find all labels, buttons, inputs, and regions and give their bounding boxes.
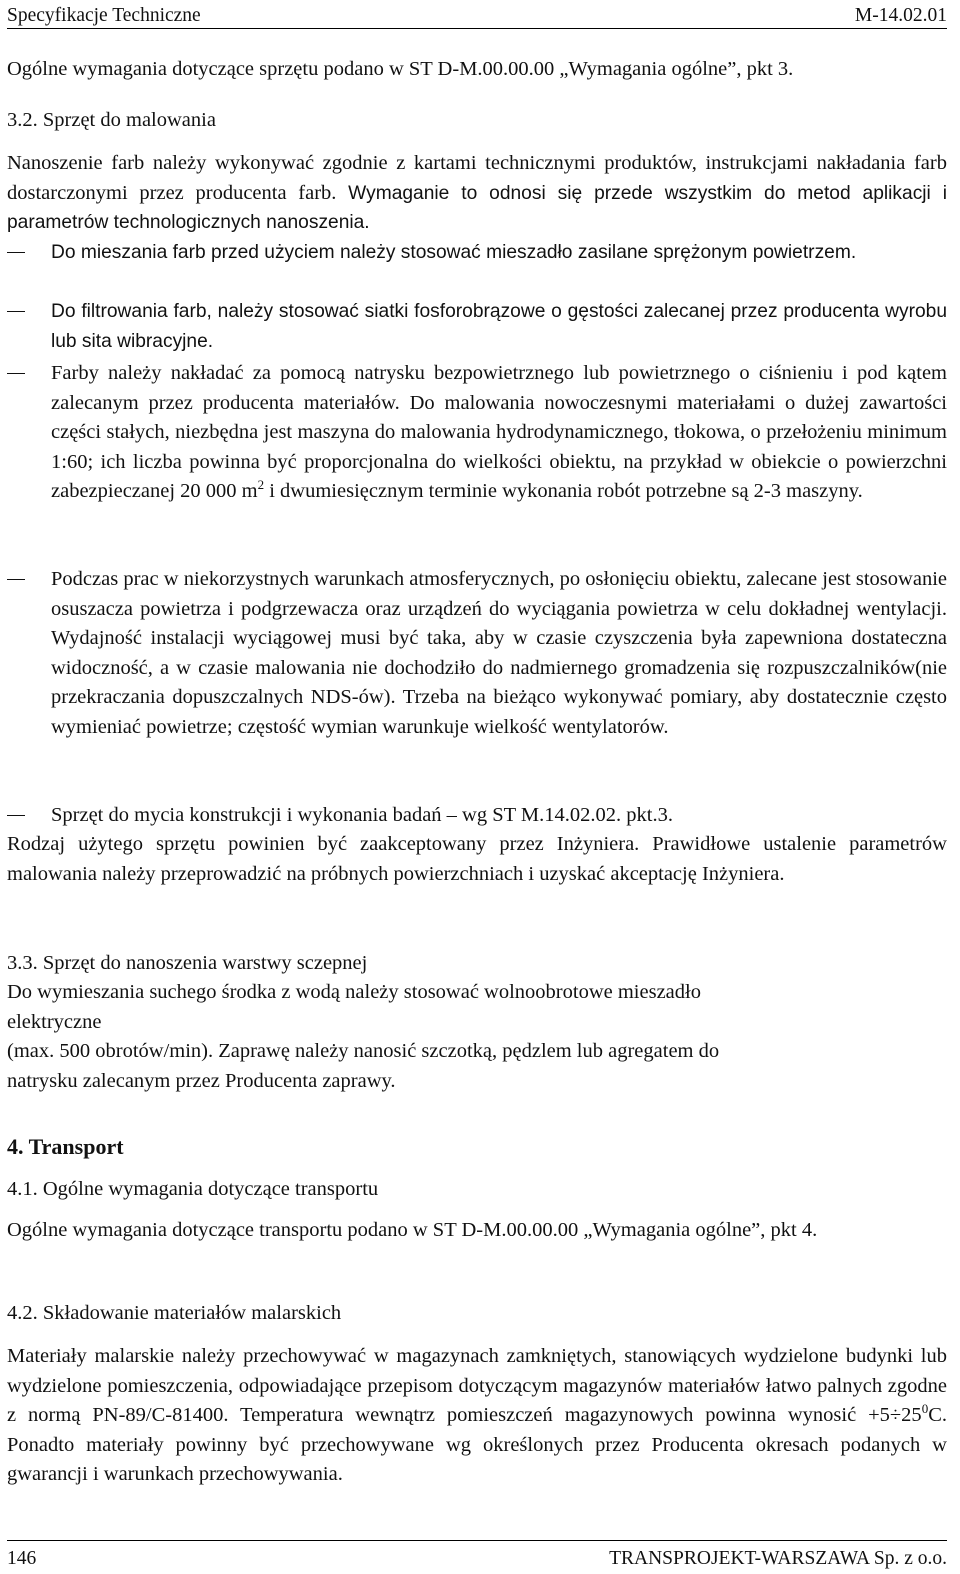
paragraph-3-2 — [7, 149, 947, 238]
paragraph-equipment-approval: Rodzaj użytego sprzętu powinien być zaakceptowany przez Inżyniera. Prawidłowe ustalenie parametrów malowania należy przeprowadzić na próbnych powierzchniach i uzyskać akceptację Inżyniera. — [7, 833, 947, 885]
bullet-filtering — [7, 297, 947, 356]
page-footer — [7, 1540, 947, 1569]
bullet-spraying-part-c: i dwumiesięcznym terminie wykonania robót potrzebne są 2-3 maszyny. — [264, 480, 863, 502]
bullet-weather-ventilation-text: Podczas prac w niekorzystnych warunkach atmosferycznych, po osłonięciu obiektu, zalecane jest stosowanie osuszacza powietrza i podgrzewacza oraz urządzeń do wyciągania powietrza w celu dokładnej wentylacji. Wydajność instalacji wyciągowej musi być taka, aby w czasie czyszczenia była zapewniona dostateczna widoczność, a w czasie malowania nie dochodziło do nadmiernego gromadzenia się rozpuszczalników(nie przekraczania dopuszczalnych NDS-ów). Trzeba na bieżąco wykonywać pomiary, aby dostatecznie często wymieniać powietrze; częstość wymian warunkuje wielkość wentylatorów. — [51, 568, 947, 738]
paragraph-3-3 — [7, 978, 947, 1096]
section-heading-4-1: 4.1. Ogólne wymagania dotyczące transportu — [7, 1178, 379, 1200]
intro-paragraph: Ogólne wymagania dotyczące sprzętu podano w ST D-M.00.00.00 „Wymagania ogólne”, pkt 3. — [7, 58, 794, 80]
paragraph-4-2-part-b: C. Ponadto materiały powinny być przechowywane wg określonych przez Producenta okresach podanych w gwarancji i warunkach przechowywania. — [7, 1404, 947, 1485]
paragraph-3-2-part-b: Wymaganie to odnosi się przede wszystkim do metod aplikacji i parametrów technologicznych nanoszenia. — [7, 182, 948, 233]
paragraph-4-1: Ogólne wymagania dotyczące transportu podano w ST D-M.00.00.00 „Wymagania ogólne”, pkt 4. — [7, 1219, 818, 1241]
dash-bullet-icon — [7, 815, 25, 816]
paragraph-4-2 — [7, 1342, 947, 1490]
section-heading-4-2: 4.2. Składowanie materiałów malarskich — [7, 1302, 342, 1324]
header-document-type: Specyfikacje Techniczne — [7, 5, 201, 26]
paragraph-3-3-line-4: natrysku zalecanym przez Producenta zaprawy. — [7, 1069, 396, 1092]
dash-bullet-icon — [7, 373, 25, 374]
page-number: 146 — [7, 1548, 37, 1569]
dash-bullet-icon — [7, 579, 25, 580]
bullet-spraying-part-b: Do malowania nowoczesnymi materiałami o dużej zawartości części stałych, niezbędna jest maszyna do malowania hydrodynamicznego, tłokowa, o przełożeniu minimum 1:60; ich liczba powinna być proporcjonalna do wielkości obiektu, na przykład w obiekcie o powierzchni zabezpieczanej 20 000 m — [51, 391, 947, 502]
paragraph-3-3-line-2: elektryczne — [7, 1010, 102, 1033]
superscript-squared: 2 — [257, 477, 265, 492]
bullet-washing-equipment-text: Sprzęt do mycia konstrukcji i wykonania badań – wg ST M.14.02.02. pkt.3. — [51, 804, 673, 826]
page-header — [7, 0, 947, 29]
paragraph-3-3-line-3: (max. 500 obrotów/min). Zaprawę należy nanosić szczotką, pędzlem lub agregatem do — [7, 1040, 720, 1062]
paragraph-4-2-part-a: Materiały malarskie należy przechowywać w magazynach zamkniętych, stanowiących wydzielone budynki lub wydzielone pomieszczenia, odpowiadające przepisom dotyczącym magazynów materiałów łatwo palnych zgodne z normą PN-89/C-81400. Temperatura wewnątrz pomieszczeń magazynowych powinna wynosić +5÷25 — [7, 1345, 947, 1426]
superscript-degree: 0 — [921, 1401, 929, 1416]
dash-bullet-icon — [7, 311, 25, 312]
bullet-spraying-part-a: Farby należy nakładać za pomocą natrysku bezpowietrznego lub powietrznego o ciśnieniu i pod kątem zalecanym przez producenta materiałów. — [51, 362, 947, 414]
bullet-washing-equipment — [7, 801, 947, 831]
footer-company-name: TRANSPROJEKT-WARSZAWA Sp. z o.o. — [609, 1548, 947, 1569]
bullet-mixing — [7, 238, 947, 268]
bullet-spraying-text — [51, 359, 947, 507]
section-heading-4: 4. Transport — [7, 1134, 124, 1159]
bullet-filtering-text: Do filtrowania farb, należy stosować siatki fosforobrązowe o gęstości zalecanej przez producenta wyrobu lub sita wibracyjne. — [51, 301, 947, 352]
bullet-mixing-text: Do mieszania farb przed użyciem należy stosować mieszadło zasilane sprężonym powietrzem. — [51, 242, 857, 263]
bullet-weather-ventilation — [7, 565, 947, 742]
paragraph-3-2-part-a: Nanoszenie farb należy wykonywać zgodnie z kartami technicznymi produktów, instrukcjami nakładania farb dostarczonymi przez producenta farb. — [7, 152, 947, 204]
dash-bullet-icon — [7, 252, 25, 253]
section-heading-3-2: 3.2. Sprzęt do malowania — [7, 109, 216, 131]
section-heading-3-3: 3.3. Sprzęt do nanoszenia warstwy sczepnej — [7, 952, 368, 974]
bullet-spraying — [7, 359, 947, 507]
header-spec-code: M-14.02.01 — [854, 5, 947, 26]
paragraph-3-3-line-1: Do wymieszania suchego środka z wodą należy stosować wolnoobrotowe mieszadło — [7, 981, 701, 1003]
